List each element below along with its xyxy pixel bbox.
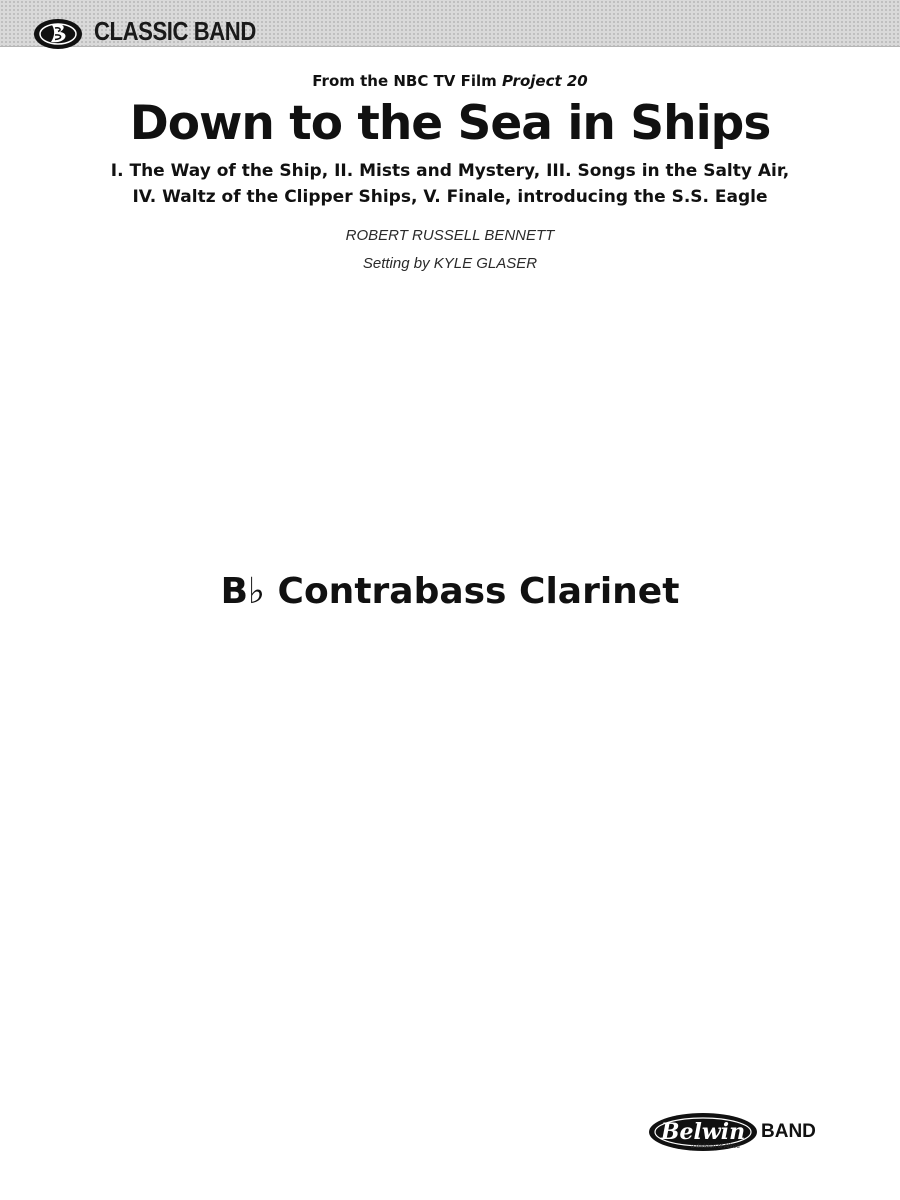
source-prefix: From the NBC TV Film <box>312 72 503 90</box>
movement-line-1: I. The Way of the Ship, II. Mists and Mystery, III. Songs in the Salty Air, <box>110 161 790 181</box>
instrument-part-name: B♭ Contrabass Clarinet <box>220 571 680 612</box>
source-line <box>0 72 900 90</box>
belwin-b-logo-icon <box>32 16 84 52</box>
score-title: Down to the Sea in Ships <box>129 96 771 151</box>
movement-list <box>0 158 900 210</box>
source-film-title: Project 20 <box>502 72 588 90</box>
composer-credit: ROBERT RUSSELL BENNETT <box>345 227 555 244</box>
movement-line-2: IV. Waltz of the Clipper Ships, V. Finale, introducing the S.S. Eagle <box>132 187 768 207</box>
arranger-credit: Setting by KYLE GLASER <box>362 255 538 272</box>
publisher-subline: a division of Alfred <box>691 1144 740 1150</box>
publisher-band-label: BAND <box>761 1121 816 1142</box>
publisher-logo <box>647 1108 847 1158</box>
series-banner <box>0 0 900 47</box>
svg-text:Belwin: Belwin <box>660 1119 746 1145</box>
series-label: CLASSIC BAND <box>94 16 256 46</box>
